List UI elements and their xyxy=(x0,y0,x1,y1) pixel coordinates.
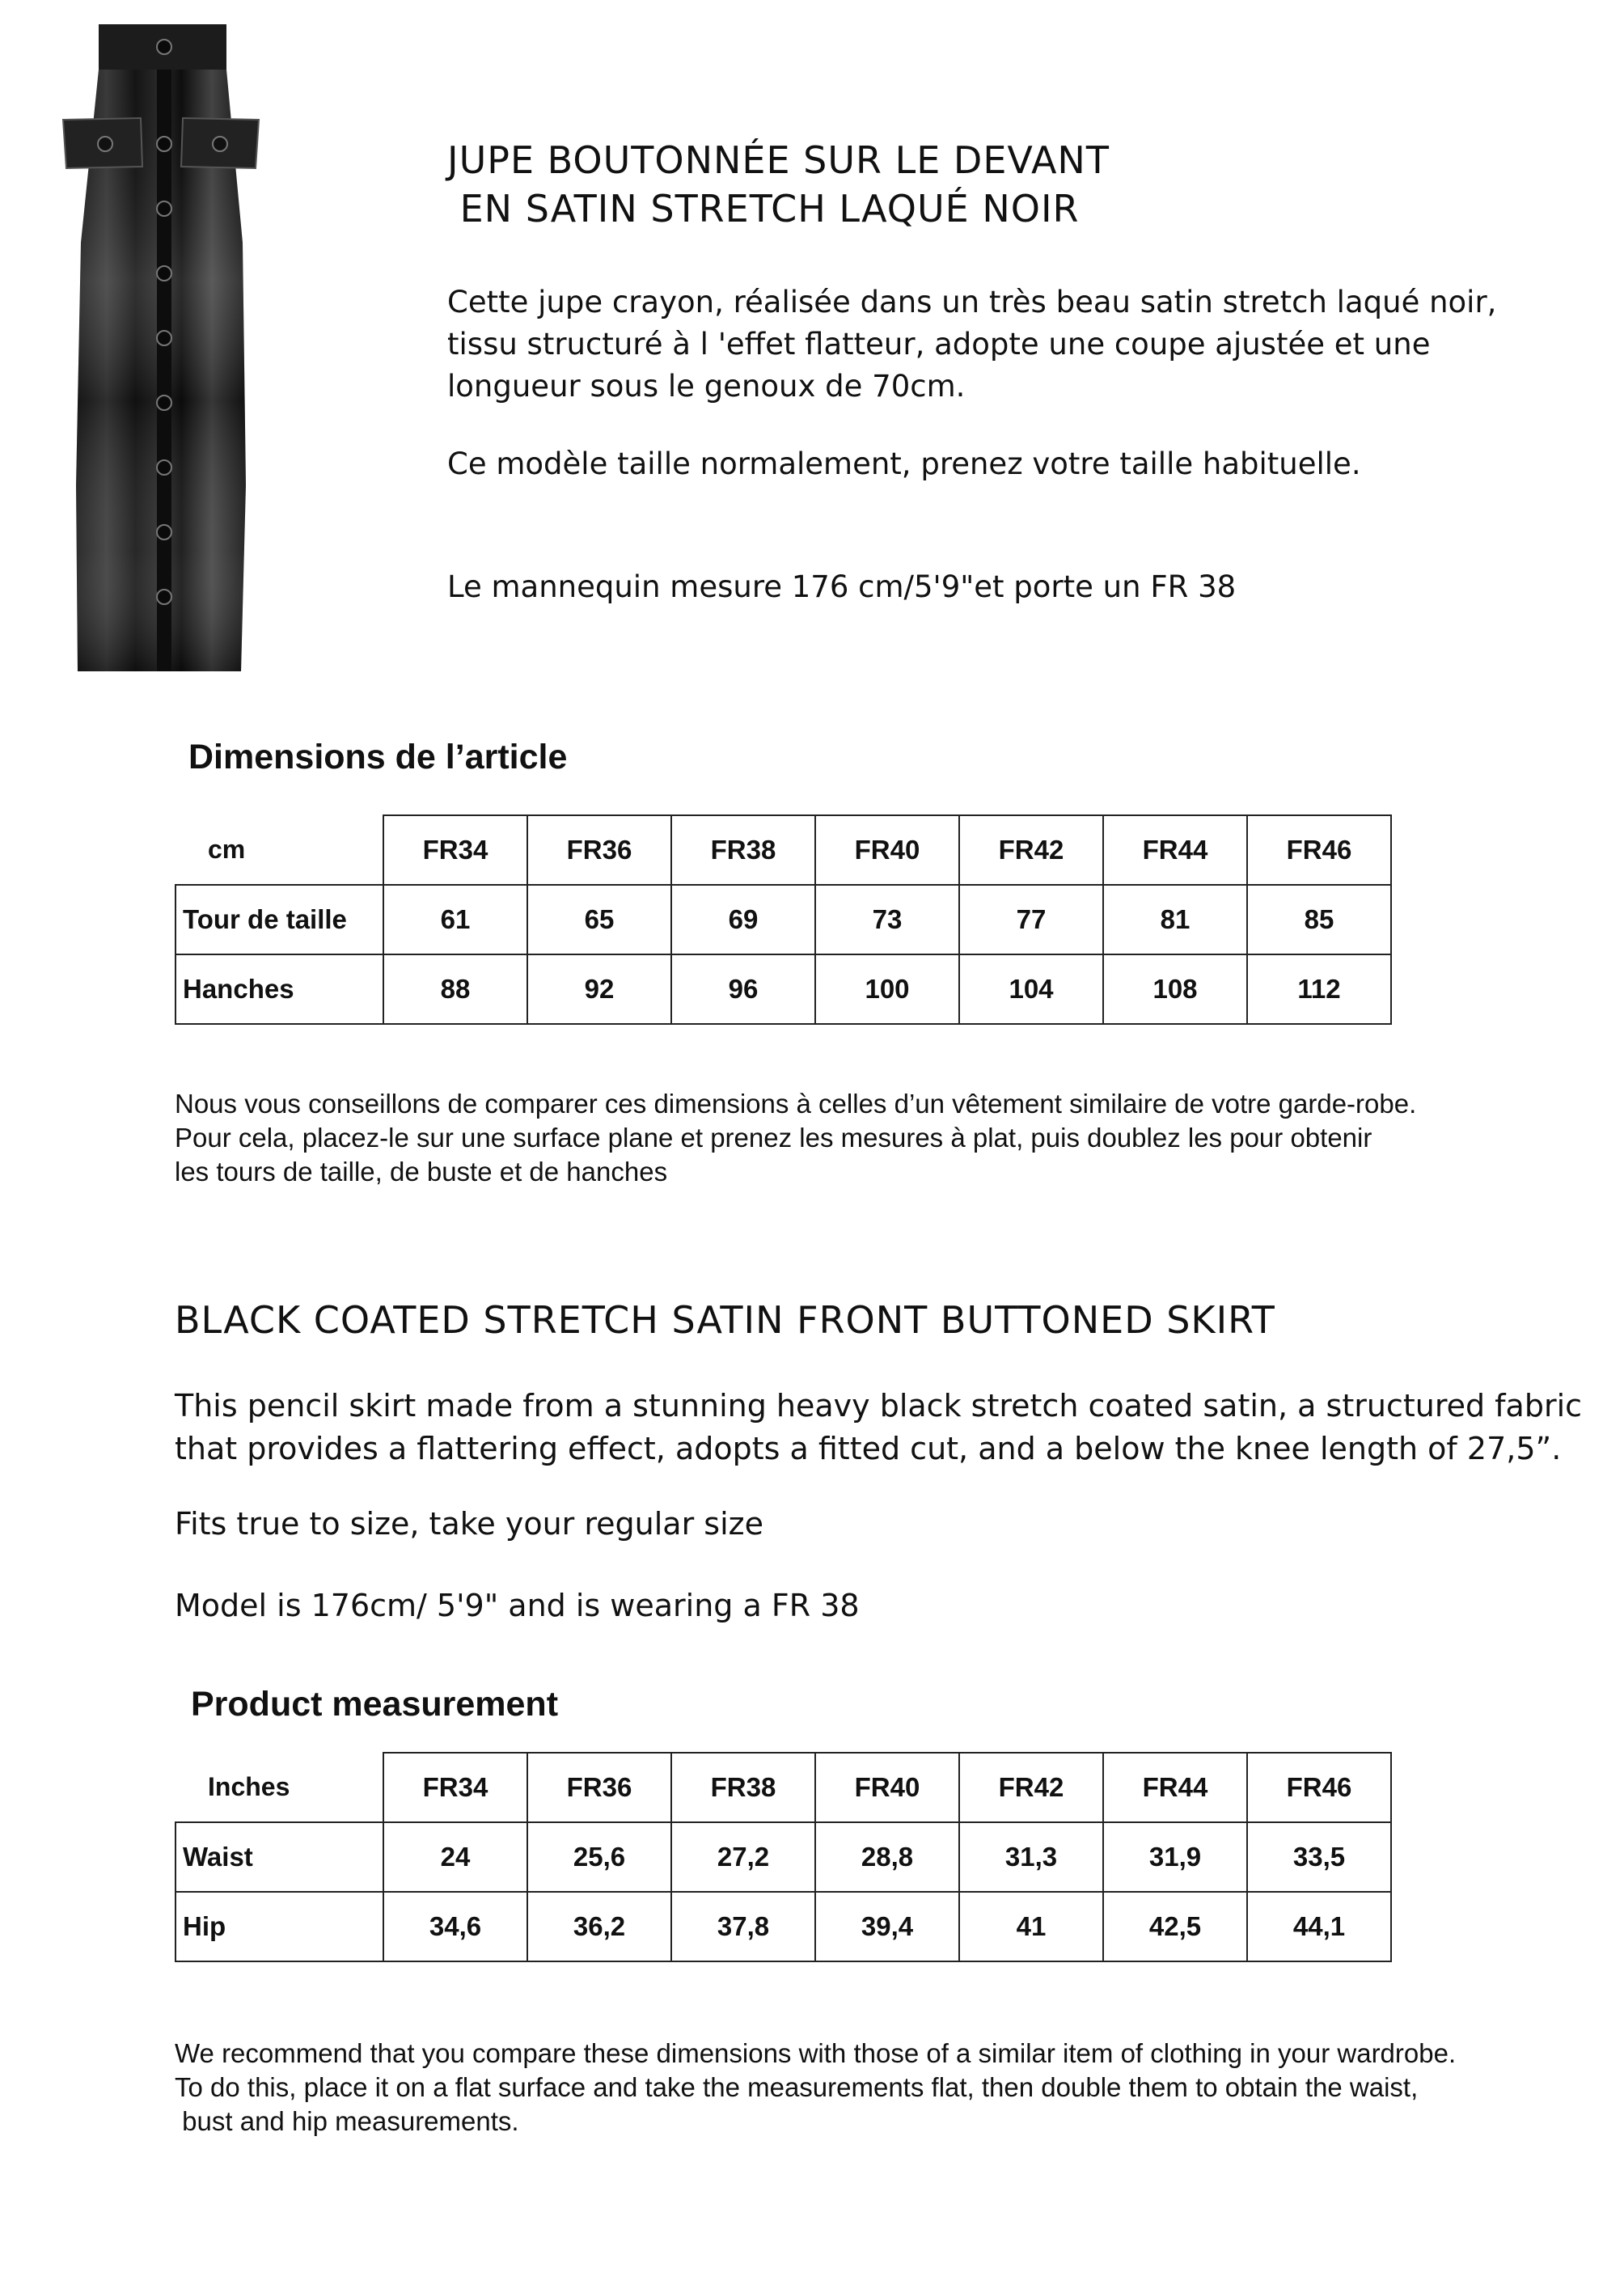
fr-description: Cette jupe crayon, réalisée dans un très beau satin stretch laqué noir, tissu structuré à l 'effet flatteur, adopte une coupe ajustée et une longueur sous le genoux de 70cm. xyxy=(447,285,1497,404)
en-measurement-title: Product measurement xyxy=(191,1685,559,1724)
fr-cell: 85 xyxy=(1247,885,1391,954)
fr-hips-row xyxy=(176,954,1391,1024)
fr-size-header: FR36 xyxy=(527,815,671,885)
fr-cell: 77 xyxy=(959,885,1103,954)
fr-cell: 100 xyxy=(815,954,959,1024)
fr-unit-label: cm xyxy=(176,815,383,885)
en-measure-advice xyxy=(175,2037,1622,2139)
en-size-header: FR36 xyxy=(527,1753,671,1822)
en-row-label: Hip xyxy=(176,1892,383,1961)
fr-fit-note: Ce modèle taille normalement, prenez votre taille habituelle. xyxy=(447,446,1361,481)
fr-cell: 96 xyxy=(671,954,815,1024)
fr-size-header: FR38 xyxy=(671,815,815,885)
en-cell: 28,8 xyxy=(815,1822,959,1892)
fr-title-line2: EN SATIN STRETCH LAQUÉ NOIR xyxy=(447,187,1080,231)
en-cell: 41 xyxy=(959,1892,1103,1961)
en-size-header: FR46 xyxy=(1247,1753,1391,1822)
en-model-info: Model is 176cm/ 5'9" and is wearing a FR 38 xyxy=(175,1588,860,1623)
en-cell: 25,6 xyxy=(527,1822,671,1892)
en-cell: 34,6 xyxy=(383,1892,527,1961)
fr-advice-line: les tours de taille, de buste et de hanches xyxy=(175,1157,668,1187)
en-cell: 24 xyxy=(383,1822,527,1892)
fr-measure-advice xyxy=(175,1087,1614,1189)
fr-size-header-row xyxy=(176,815,1391,885)
en-cell: 31,3 xyxy=(959,1822,1103,1892)
en-cell: 37,8 xyxy=(671,1892,815,1961)
fr-row-label: Hanches xyxy=(176,954,383,1024)
en-size-table xyxy=(175,1752,1392,1962)
fr-size-header: FR42 xyxy=(959,815,1103,885)
fr-waist-row xyxy=(176,885,1391,954)
en-cell: 27,2 xyxy=(671,1822,815,1892)
en-unit-label: Inches xyxy=(176,1753,383,1822)
fr-cell: 61 xyxy=(383,885,527,954)
en-product-title: BLACK COATED STRETCH SATIN FRONT BUTTONED SKIRT xyxy=(175,1298,1275,1342)
en-hip-row xyxy=(176,1892,1391,1961)
fr-cell: 81 xyxy=(1103,885,1247,954)
black-pencil-skirt-image xyxy=(61,0,264,696)
fr-size-header: FR46 xyxy=(1247,815,1391,885)
fr-cell: 88 xyxy=(383,954,527,1024)
en-advice-line: We recommend that you compare these dimensions with those of a similar item of clothing in your wardrobe. xyxy=(175,2038,1457,2068)
fr-cell: 108 xyxy=(1103,954,1247,1024)
fr-product-title xyxy=(447,136,1110,233)
fr-dimensions-title: Dimensions de l’article xyxy=(188,738,568,776)
en-cell: 33,5 xyxy=(1247,1822,1391,1892)
en-advice-line: bust and hip measurements. xyxy=(175,2106,519,2136)
en-size-header: FR38 xyxy=(671,1753,815,1822)
fr-size-header: FR44 xyxy=(1103,815,1247,885)
en-waist-row xyxy=(176,1822,1391,1892)
en-row-label: Waist xyxy=(176,1822,383,1892)
fr-cell: 92 xyxy=(527,954,671,1024)
en-cell: 39,4 xyxy=(815,1892,959,1961)
fr-advice-line: Pour cela, placez-le sur une surface plane et prenez les mesures à plat, puis doublez les pour obtenir xyxy=(175,1123,1372,1153)
en-size-header: FR44 xyxy=(1103,1753,1247,1822)
en-size-header: FR42 xyxy=(959,1753,1103,1822)
fr-title-line1: JUPE BOUTONNÉE SUR LE DEVANT xyxy=(447,138,1110,182)
fr-cell: 112 xyxy=(1247,954,1391,1024)
fr-model-info: Le mannequin mesure 176 cm/5'9"et porte un FR 38 xyxy=(447,569,1237,604)
en-description: This pencil skirt made from a stunning heavy black stretch coated satin, a structured fabric that provides a flattering effect, adopts a fitted cut, and a below the knee length of 27,5”. xyxy=(175,1388,1583,1466)
fr-cell: 69 xyxy=(671,885,815,954)
fr-cell: 65 xyxy=(527,885,671,954)
fr-size-header: FR34 xyxy=(383,815,527,885)
fr-cell: 104 xyxy=(959,954,1103,1024)
en-advice-line: To do this, place it on a flat surface and take the measurements flat, then double them to obtain the waist, xyxy=(175,2072,1419,2102)
fr-row-label: Tour de taille xyxy=(176,885,383,954)
en-size-header: FR34 xyxy=(383,1753,527,1822)
en-cell: 42,5 xyxy=(1103,1892,1247,1961)
fr-cell: 73 xyxy=(815,885,959,954)
en-fit-note: Fits true to size, take your regular size xyxy=(175,1506,763,1542)
fr-size-table xyxy=(175,814,1392,1025)
en-cell: 31,9 xyxy=(1103,1822,1247,1892)
fr-size-header: FR40 xyxy=(815,815,959,885)
fr-advice-line: Nous vous conseillons de comparer ces dimensions à celles d’un vêtement similaire de votre garde-robe. xyxy=(175,1089,1417,1119)
en-cell: 44,1 xyxy=(1247,1892,1391,1961)
en-cell: 36,2 xyxy=(527,1892,671,1961)
en-size-header-row xyxy=(176,1753,1391,1822)
en-size-header: FR40 xyxy=(815,1753,959,1822)
